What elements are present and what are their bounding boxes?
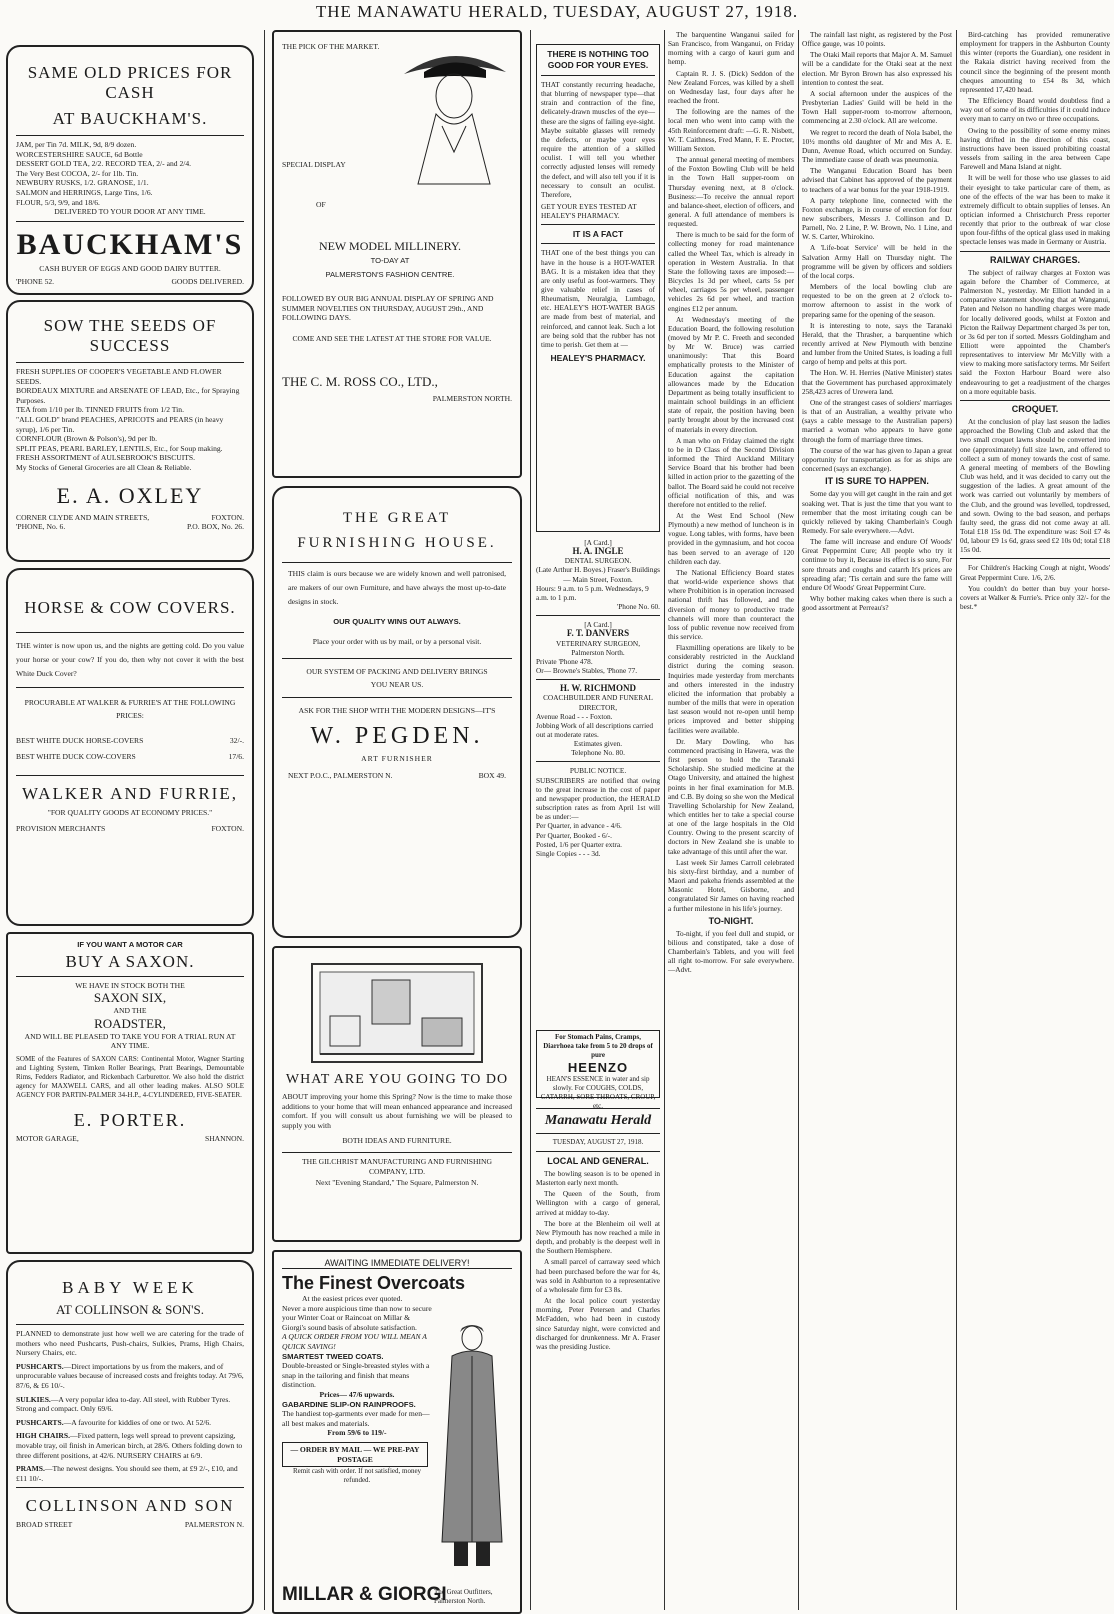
gilchrist-ad bbox=[272, 946, 522, 1242]
card-label: [A Card.] bbox=[584, 620, 612, 630]
price-line: FLOUR, 5/3, 9/9, and 18/6. bbox=[16, 197, 100, 207]
millar-await: AWAITING IMMEDIATE DELIVERY! bbox=[282, 1258, 512, 1269]
price-line: DESSERT GOLD TEA, 2/2. RECORD TEA, 2/- and 2/4. bbox=[16, 159, 192, 169]
notice-rate: Per Quarter, in advance - 4/6. bbox=[536, 821, 622, 831]
news-paragraph: The Efficiency Board would doubtless find a way out of some of its difficulties if it could induce every man to carry on two or three occupations. bbox=[960, 96, 1110, 124]
column-rule bbox=[798, 30, 799, 1610]
croquet-heading: CROQUET. bbox=[1011, 403, 1059, 414]
richmond-avenue: Avenue Road - - - Foxton. bbox=[536, 711, 613, 721]
richmond-estimates: Estimates given. bbox=[573, 739, 623, 749]
bauckham-ad bbox=[6, 45, 254, 295]
millar-quick: A QUICK ORDER FROM YOU WILL MEAN A QUICK SAVING! bbox=[282, 1332, 427, 1351]
millar-gabardine: GABARDINE SLIP-ON RAINPROOFS. bbox=[282, 1399, 416, 1409]
news-paragraph: Members of the local bowling club are requested to be on the green at 2 o'clock to-morrow afternoon to assist in the work of preparing same for the opening of the season. bbox=[802, 282, 952, 319]
news-paragraph: Why bother making cakes when there is such a good assortment at Perreau's? bbox=[802, 594, 952, 613]
notice-rate: Per Quarter, Booked - 6/-. bbox=[536, 830, 612, 840]
pegden-system: OUR SYSTEM OF PACKING AND DELIVERY BRINGS YOU NEAR US. bbox=[306, 666, 488, 689]
walker-intro: THE winter is now upon us, and the nights are getting cold. Do you value your horse or your cow? If you do, then why not cover it with the best White Duck Cover? bbox=[16, 641, 244, 678]
news-paragraph: Flaxmilling operations are likely to be considerably restricted in the Auckland district during the coming season. Inquiries made yesterday from merchants and others interested in the industry elicited the information that probably a number of the mills that were in operation last season would not re-open until hemp prices improved and better shipping facilities were available. bbox=[668, 643, 794, 735]
walker-procurable: PROCURABLE AT WALKER & FURRIE'S AT THE FOLLOWING PRICES: bbox=[24, 698, 236, 720]
heenzo-ad bbox=[536, 1030, 660, 1110]
railway-heading: RAILWAY CHARGES. bbox=[989, 254, 1081, 265]
gilchrist-name: THE GILCHRIST MANUFACTURING AND FURNISHING COMPANY, LTD. bbox=[302, 1156, 492, 1176]
bauckham-name: BAUCKHAM'S bbox=[16, 227, 244, 261]
porter-town: SHANNON. bbox=[204, 1133, 244, 1143]
column-4-news bbox=[668, 30, 794, 1614]
gilchrist-title: WHAT ARE YOU GOING TO DO bbox=[285, 1072, 509, 1087]
richmond-name: H. W. RICHMOND bbox=[559, 683, 636, 694]
herald-date: TUESDAY, AUGUST 27, 1918. bbox=[552, 1138, 644, 1146]
pegden-title-2: FURNISHING HOUSE. bbox=[297, 535, 497, 551]
porter-line-2: AND WILL BE PLEASED TO TAKE YOU FOR A TRIAL RUN AT ANY TIME. bbox=[24, 1031, 236, 1051]
ingle-name: H. A. INGLE bbox=[572, 546, 624, 557]
news-paragraph: A social afternoon under the auspices of the Presbyterian Ladies' Guild will be held in the Town Hall supper-room to-morrow afternoon, commencing at 2.30 o'clock. All are welcome. bbox=[802, 88, 952, 126]
bauckham-delivered: DELIVERED TO YOUR DOOR AT ANY TIME. bbox=[54, 207, 206, 217]
ross-town: PALMERSTON NORTH. bbox=[432, 394, 512, 403]
price-line: The Very Best COCOA, 2/- for 1lb. Tin. bbox=[16, 168, 139, 178]
cards bbox=[536, 538, 660, 858]
healey-title-2: IT IS A FACT bbox=[572, 229, 624, 240]
collinson-name: COLLINSON AND SON bbox=[25, 1496, 235, 1516]
column-rule bbox=[664, 30, 665, 1610]
millar-giorgi-ad bbox=[272, 1250, 522, 1614]
healey-name: HEALEY'S PHARMACY. bbox=[550, 353, 646, 364]
ross-centre: PALMERSTON'S FASHION CENTRE. bbox=[325, 270, 455, 279]
millar-sub: At the easiest prices ever quoted. bbox=[302, 1294, 403, 1303]
news-paragraph: The Wanganui Education Board has been advised that Cabinet has approved of the payment to teachers of a war bonus for the year 1918-1919. bbox=[802, 166, 952, 194]
porter-body: SOME of the Features of SAXON CARS: Continental Motor, Wagner Starting and Lighting System, Timken Roller Bearings, Pratt Bearings, Demountable Rims, Fedders Radiator, and Rickenbach Carburettor. We also hold the district agency for MAXWELL CARS, and all other leading makes. ALSO SOLE AGENCY FOR PARTIN-PALMER 34-H.P., 4-CYLINDERED, FIVE-SEATER. bbox=[16, 1054, 244, 1099]
gilchrist-address: Next "Evening Standard," The Square, Palmerston N. bbox=[315, 1178, 479, 1188]
news-paragraph: You couldn't do better than buy your horse-covers at Walker & Furrie's. Price only 32/- for the best.* bbox=[960, 583, 1110, 612]
item-desc: —A very popular idea to-day. All steel, with Rubber Tyres. Strong and compact. Only 69/6. bbox=[16, 1394, 231, 1414]
column-2-ads bbox=[272, 30, 522, 1614]
pegden-place: Place your order with us by mail, or by a personal visit. bbox=[312, 636, 482, 646]
news-paragraph: The barquentine Wanganui sailed for San Francisco, from Wanganui, on Friday morning with a cargo of kauri gum and hemp. bbox=[668, 30, 794, 67]
porter-name: E. PORTER. bbox=[73, 1109, 187, 1130]
danvers-town: Palmerston North. bbox=[571, 647, 625, 657]
news-paragraph: Owing to the possibility of some enemy mines having drifted in the direction of this coast, instructions have been issued prohibiting coastal vessels from sailing in the area between Cape Farewell and Mana Island at night. bbox=[960, 125, 1110, 172]
oxley-line: FRESH SUPPLIES OF COOPER'S VEGETABLE AND FLOWER SEEDS. bbox=[16, 367, 222, 386]
news-paragraph: For Children's Hacking Cough at night, Woods' Great Peppermint Cure. 1/6, 2/6. bbox=[960, 563, 1110, 582]
bauckham-title-1: SAME OLD PRICES FOR CASH bbox=[27, 63, 233, 102]
walker-title: HORSE & COW COVERS. bbox=[24, 598, 236, 617]
healey-get: GET YOUR EYES TESTED AT HEALEY'S PHARMACY. bbox=[541, 202, 637, 221]
oxley-town: FOXTON. bbox=[211, 512, 244, 522]
local-general-heading: LOCAL AND GENERAL. bbox=[547, 1156, 649, 1166]
item-desc: —The newest designs. You should see them, at £9 2/-, £10, and £11 10/-. bbox=[16, 1464, 238, 1483]
pegden-address: NEXT P.O.C., PALMERSTON N. bbox=[288, 771, 393, 781]
item-key: PUSHCARTS. bbox=[16, 1417, 64, 1427]
oxley-line: BORDEAUX MIXTURE and ARSENATE OF LEAD, Etc., for Spraying Purposes. bbox=[16, 386, 240, 405]
ross-new-millinery bbox=[274, 237, 506, 255]
news-paragraph: A man who on Friday claimed the right to be in D Class of the Second Division informed the Third Auckland Military Service Board that his brother had been killed in action prior to the gazetting of the ballot. The Board said he could not receive official notification of this, and was therefore not entitled to the relief. bbox=[668, 435, 794, 509]
collinson-street: BROAD STREET bbox=[16, 1520, 73, 1530]
walker-motto: "FOR QUALITY GOODS AT ECONOMY PRICES." bbox=[47, 808, 213, 818]
notice-title: PUBLIC NOTICE. bbox=[569, 766, 627, 776]
news-paragraph: The rainfall last night, as registered by the Post Office gauge, was 10 points. bbox=[802, 30, 952, 49]
richmond-coach: COACHBUILDER AND FUNERAL DIRECTOR, bbox=[543, 693, 653, 712]
masthead: THE MANAWATU HERALD, TUESDAY, AUGUST 27, 1918. bbox=[315, 2, 799, 21]
walker-town: FOXTON. bbox=[211, 823, 244, 833]
news-paragraph: The Queen of the South, from Wellington with a cargo of general, arrived at midday to-day. bbox=[536, 1189, 660, 1217]
ross-new: NEW MODEL MILLINERY. bbox=[318, 239, 462, 253]
bauckham-title-2: AT BAUCKHAM'S. bbox=[52, 109, 208, 128]
ross-of: OF bbox=[316, 200, 326, 209]
card-label: [A Card.] bbox=[584, 538, 612, 547]
column-rule bbox=[956, 30, 957, 1610]
millar-outfitters: The Great Outfitters, Palmerston North. bbox=[434, 1588, 493, 1605]
news-paragraph: The bowling season is to be opened in Masterton early next month. bbox=[536, 1169, 660, 1188]
news-paragraph: It will be well for those who use glasses to aid their eyesight to take particular care of them, as one of the effects of the war has been to make it extremely difficult to obtain supplies of lenses. An optician informed a Christchurch Press reporter recently that prior to the outbreak of war close upon four-fifths of the optical glass used in making spectacle lenses was made in Germany or Austria. bbox=[960, 173, 1110, 247]
ross-follow: FOLLOWED BY OUR BIG ANNUAL DISPLAY OF SPRING AND SUMMER NOVELTIES ON THURSDAY, AUGUST 29th., AND FOLLOWING DAYS. bbox=[282, 294, 494, 323]
news-paragraph: Last week Sir James Carroll celebrated his sixty-first birthday, and a number of Maori and pakeha friends assembled at the Masonic Hotel, Gisborne, and congratulated Sir James on having reached a further milestone in his life's journey. bbox=[668, 857, 794, 913]
news-paragraph: The annual general meeting of members of the Foxton Bowling Club will be held in the Town Hall supper-room on Thursday evening next, at 8 o'clock. Business:—To receive the annual report and balance-sheet, election of officers, and general. A full attendance of members is requested. bbox=[668, 155, 794, 229]
gilchrist-body: ABOUT improving your home this Spring? Now is the time to make those additions to your home that will mean enhanced appearance and increased comfort. If you will consult us about furnishing we will be pleased to supply you with bbox=[282, 1092, 512, 1130]
pegden-art: ART FURNISHER bbox=[361, 753, 433, 763]
collinson-item bbox=[16, 1395, 244, 1414]
heenzo-name: HEENZO bbox=[567, 1060, 629, 1075]
oxley-name: E. A. OXLEY bbox=[56, 482, 204, 508]
tonight-heading: TO-NIGHT. bbox=[708, 915, 754, 926]
pegden-ad bbox=[272, 486, 522, 938]
walker-provision: PROVISION MERCHANTS bbox=[16, 823, 106, 833]
news-paragraph: One of the strangest cases of soldiers' marriages is that of an Australian, a wealthy private who (says a cable message to the Australian papers) married a woman who appears to have gone through the form of marriage three times. bbox=[802, 397, 952, 444]
horse-cover-label: BEST WHITE DUCK HORSE-COVERS bbox=[16, 736, 144, 745]
horse-cover-price: 32/-. bbox=[229, 736, 244, 745]
price-line: SALMON and HERRINGS, Large Tins, 1/6. bbox=[16, 187, 153, 197]
news-paragraph: A party telephone line, connected with the Foxton exchange, is in course of erection for four new subscribers, Messrs J. Collinson and D. Parnell, No. 2 Line, P. W. Brown, No. 1 Line, and W. S. Carter, Whirokino. bbox=[802, 195, 952, 242]
news-paragraph: At the conclusion of play last season the ladies approached the Bowling Club and asked that the two small croquet lawns should be converted into one (approximately) full size lawn, and offered to collect a sum of money towards the cost of same. A general meeting of members of the Bowling Club was held, and it was decided to carry out the suggestion of the ladies. A great amount of the work was carried out voluntarily by members of the Club, and the ground was levelled, topdressed, and sown. Owing to the bad season, and perhaps faulty seed, the grass did not come away at all. Total £18 15s 0d. The expenditure was: Soil £7 4s 0d, labour £9 1s 6d, grass seed £2 10s 0d; total £18 15s 0d. bbox=[960, 417, 1110, 555]
news-paragraph: The National Efficiency Board states that world-wide experience shows that where Prohibition is in operation increased national thrift has followed, and the diversion of money to productive trade channels will more than counteract the loss of public revenue now received from this service. bbox=[668, 567, 794, 641]
millar-remit: Remit cash with order. If not satisfied, money refunded. bbox=[292, 1467, 422, 1485]
pegden-intro: THIS claim is ours because we are widely known and well patronised, are makers of our own Furniture, and have always the most up-to-date designs in stock. bbox=[288, 569, 506, 606]
news-paragraph: The Otaki Mail reports that Major A. M. Samuel will be a candidate for the Otaki seat at the next election. Mr Byron Brown has also expressed his intention to contest the seat. bbox=[802, 50, 952, 87]
notice-rate: Posted, 1/6 per Quarter extra. bbox=[536, 839, 622, 849]
notice-body: SUBSCRIBERS are notified that owing to the great increase in the cost of paper and newspaper production, the HERALD subscription rates as from April 1st will be as under:— bbox=[536, 775, 660, 822]
porter-saxon-ad bbox=[6, 932, 254, 1254]
richmond-job: Jobbing Work of all descriptions carried out at moderate rates. bbox=[536, 720, 654, 739]
column-6-news bbox=[960, 30, 1110, 1614]
ross-come: COME AND SEE THE LATEST AT THE STORE FOR VALUE. bbox=[292, 334, 492, 343]
healey-body-2: THAT one of the best things you can have in the house is a HOT-WATER BAG. It is a mistaken idea that they are only useful as foot-warmers. They give valuable relief in cases of Rheumatism, Neuralgia, Lumbago, etc. HEALEY'S HOT-WATER BAGS are made from best of material, and reinforced, and cannot leak. Such a lot are being sold that the rubber has not time to perish. Get them at — bbox=[541, 248, 655, 349]
millar-smart-body: Double-breasted or Single-breasted styles with a snap in the tailoring and finish that means distinction. bbox=[282, 1361, 430, 1390]
item-key: PRAMS. bbox=[16, 1464, 45, 1474]
pegden-box: BOX 49. bbox=[478, 771, 506, 781]
danvers-private: Private 'Phone 478. bbox=[536, 656, 593, 666]
pegden-name: W. PEGDEN. bbox=[310, 722, 484, 749]
herald-name: Manawatu Herald bbox=[544, 1113, 652, 1128]
millar-title: The Finest Overcoats bbox=[282, 1273, 466, 1293]
danvers-or: Or— Browne's Stables, 'Phone 77. bbox=[536, 666, 638, 676]
price-line: NEWBURY RUSKS, 1/2. GRANOSE, 1/1. bbox=[16, 178, 149, 188]
pegden-title-1: THE GREAT bbox=[342, 510, 452, 526]
healey-body-1: THAT constantly recurring headache, that blurring of newspaper type—that strain and contraction of the fine, delicately-drawn muscles of the eye—these are the signs of failing eye-sight. Maybe suitable glasses will remedy the defects, or maybe your eyes require the attention of a skilled oculist. I will tell you whether correctly adjusted lenses will remedy the defect, and will also tell you if it is necessary to consult an oculist. Therefore, bbox=[541, 80, 655, 199]
news-paragraph: The bore at the Blenheim oil well at New Plymouth has now reached a mile in depth, and probably is the deepest well in the Southern Hemisphere. bbox=[536, 1218, 660, 1256]
cow-cover-price: 17/6. bbox=[228, 751, 244, 761]
oxley-line: TEA from 1/10 per lb. TINNED FRUITS from 1/2 Tin. bbox=[16, 405, 184, 415]
porter-title: BUY A SAXON. bbox=[65, 951, 195, 971]
collinson-ad bbox=[6, 1260, 254, 1614]
richmond-telephone: Telephone No. 80. bbox=[571, 748, 625, 758]
ross-special: SPECIAL DISPLAY bbox=[282, 160, 346, 169]
porter-and: AND THE bbox=[113, 1006, 147, 1016]
heenzo-top: For Stomach Pains, Cramps, Diarrhoea take from 5 to 20 drops of pure bbox=[543, 1033, 653, 1059]
oxley-line: SPLIT PEAS, PEARL BARLEY, LENTILS, Etc., for Soup making. bbox=[16, 443, 223, 453]
news-paragraph: It is interesting to note, says the Taranaki Herald, that the Thrasher, a barquentine which recently arrived at New Plymouth with benzine and lumber from the United States, is loading a full cargo of hemp and pelts at this port. bbox=[802, 320, 952, 367]
walker-name: WALKER AND FURRIE, bbox=[22, 784, 238, 804]
ross-ad bbox=[272, 30, 522, 478]
walker-furrie-ad bbox=[6, 568, 254, 926]
collinson-intro: PLANNED to demonstrate just how well we are catering for the trade of mothers who need Pushcarts, Push-chairs, Sulkies, Prams, High Chairs, Nursery Chairs, etc. bbox=[16, 1329, 244, 1358]
column-1-ads bbox=[6, 30, 254, 1614]
healey-ad bbox=[536, 44, 660, 532]
news-paragraph: Some day you will get caught in the rain and get soaking wet. That is just the time that you want to remember that the most irritating cough can be quickly relieved by taking Chamberlain's Cough Remedy. For sale everywhere.—Advt. bbox=[802, 489, 952, 535]
news-paragraph: At the West End School (New Plymouth) a new method of luncheon is in vogue. Long tables, with forms, have been provided in the gymnasium, and hot cocoa has been served to an average of 120 children each day. bbox=[668, 510, 794, 566]
item-desc: —Direct importations by us from the makers, and of unprocurable values because of increased costs and freights today. At 79/6, 87/6, & £6 10/-. bbox=[16, 1361, 244, 1390]
news-paragraph: At Wednesday's meeting of the Education Board, the following resolution (moved by Mr P. C. Freeth and seconded by Mr W. Bruce) was carried unanimously: That this Board emphatically protests to the Minister of Education against the capitation allowances made by the Education Department as being totally insufficient to maintain school buildings in an efficient state of repair, the position having been partly brought about by the increased cost of materials in every direction. bbox=[668, 314, 794, 434]
millar-prices: Prices— 47/6 upwards. bbox=[319, 1389, 395, 1399]
item-desc: —Fixed pattern, legs well spread to prevent capsizing, movable tray, oil finish in American birch, at 28/6. Others folding down to three different positions, at 42/6. NURSERY CHAIRS at 6/9. bbox=[16, 1431, 243, 1460]
oxley-line: CORNFLOUR (Brown & Polson's), 9d per lb. bbox=[16, 434, 158, 444]
column-3 bbox=[536, 30, 660, 1614]
news-paragraph: The following are the names of the local men who went into camp with the 45th Reinforcement draft: —G. R. Nisbett, W. T. Caithness, Fred Mann, F. E. Procter, William Sexton. bbox=[668, 107, 794, 153]
item-key: PUSHCARTS. bbox=[16, 1361, 64, 1371]
oxley-line: My Stocks of General Groceries are all Clean & Reliable. bbox=[16, 462, 192, 472]
local-items bbox=[536, 1169, 660, 1351]
news-paragraph: Dr. Mary Dowling, who has commenced practising in Hawera, was the first person to hold the Taranaki Scholarship. She studied medicine at the Otago University, and attained the highest points in her final examination for M.B. and C.B. By doing so she won the Medical Travelling Scholarship for New Zealand, which entitles her to take a special course at one of the large hospitals in the Old Country. Owing to the present scarcity of doctors in New Zealand she is unable to take advantage of this until after the war. bbox=[668, 736, 794, 856]
news-paragraph: Captain R. J. S. (Dick) Seddon of the New Zealand Forces, was killed by a shell on Wednesday last, four days after he reached the front. bbox=[668, 68, 794, 106]
ingle-phone: 'Phone No. 60. bbox=[616, 602, 660, 612]
collinson-title-2: AT COLLINSON & SON'S. bbox=[55, 1302, 204, 1317]
danvers-name: F. T. DANVERS bbox=[566, 628, 630, 639]
heenzo-sub: HEAN'S ESSENCE in water and sip slowly. For COUGHS, COLDS, CATARRH, SORE THROATS, CROUP, etc. bbox=[540, 1075, 656, 1110]
overcoat-man-illustration bbox=[436, 1322, 508, 1572]
column-5-news bbox=[802, 30, 952, 1614]
item-key: SULKIES. bbox=[16, 1394, 51, 1404]
lady-hat-illustration bbox=[394, 34, 514, 184]
porter-roadster: ROADSTER, bbox=[94, 1015, 166, 1031]
millar-smart: SMARTEST TWEED COATS. bbox=[282, 1351, 384, 1361]
news-paragraph: The Hon. W. H. Herries (Native Minister) states that the Government has purchased approximately 258,423 acres of Urewera land. bbox=[802, 368, 952, 396]
porter-garage: MOTOR GARAGE, bbox=[16, 1133, 79, 1143]
price-line: JAM, per Tin 7d. MILK, 9d, 8/9 dozen. bbox=[16, 140, 137, 149]
oxley-phone: 'PHONE, No. 6. bbox=[16, 522, 66, 532]
oxley-line: "ALL GOLD" brand PEACHES, APRICOTS and PEARS (in heavy syrup), 1/6 per Tin. bbox=[16, 414, 224, 434]
news-paragraph: At the local police court yesterday morning, Peter Petersen and Charles McFadden, who had been in custody since Saturday night, were convicted and discharged for drunkenness. Mr A. Fraser was the presiding Justice. bbox=[536, 1296, 660, 1351]
news-paragraph: A small parcel of carraway seed which had been purchased before the war for 4s, was sold in Ashburton to a representative of a wholesale firm for £3 8s. bbox=[536, 1257, 660, 1294]
bauckham-phone: 'PHONE 52. bbox=[16, 277, 55, 287]
column-rule bbox=[530, 30, 531, 1610]
ingle-body: (Late Arthur H. Boyes.) Fraser's Buildings — Main Street, Foxton. bbox=[536, 565, 660, 584]
oxley-address: CORNER CLYDE AND MAIN STREETS, bbox=[16, 512, 150, 522]
item-desc: —A favourite for kiddies of one or two. At 52/6. bbox=[63, 1417, 212, 1427]
oxley-ad bbox=[6, 300, 254, 562]
news-paragraph: The fame will increase and endure Of Woods' Great Peppermint Cure; All people who try it continue to buy it, Because its effect is so sure, For sore throats and coughs and catarrh It's prices are spreading afar; 'Tis certain and sure the fame will endure Of Woods' Great Peppermint Cure. bbox=[802, 537, 952, 592]
porter-six: SAXON SIX, bbox=[93, 990, 167, 1006]
sure-heading: IT IS SURE TO HAPPEN. bbox=[825, 476, 929, 487]
millar-from: From 59/6 to 119/- bbox=[327, 1428, 387, 1438]
pegden-quality: OUR QUALITY WINS OUT ALWAYS. bbox=[333, 617, 461, 626]
oxley-box: P.O. BOX, No. 26. bbox=[187, 522, 244, 532]
news-paragraph: There is much to be said for the form of collecting money for road maintenance called the Wheel Tax, which is already in operation in Western Australia. In that State the following taxes are imposed:— Bicycles 1s 3d per wheel, carts 5s per wheel, carriages 5s per wheel, passenger vehicles 2s 6d per wheel, and traction engines £12 per annum. bbox=[668, 230, 794, 313]
column-rule bbox=[264, 30, 265, 1610]
pegden-ask: ASK FOR THE SHOP WITH THE MODERN DESIGNS—IT'S bbox=[298, 705, 496, 715]
collinson-town: PALMERSTON N. bbox=[184, 1520, 244, 1530]
danvers-vet: VETERINARY SURGEON, bbox=[555, 638, 641, 648]
news-paragraph: To-night, if you feel dull and stupid, or bilious and constipated, take a dose of Chamberlain's Tablets, and you will feel all right to-morrow. For sale everywhere.—Advt. bbox=[668, 928, 794, 975]
millar-body: Never a more auspicious time than now to secure your Winter Coat or Raincoat on Millar & Giorgi's sound basis of absolute satisfaction. bbox=[282, 1303, 432, 1332]
collinson-title-1: BABY WEEK bbox=[62, 1278, 198, 1297]
news-paragraph: We regret to record the death of Nola Isabel, the 10½ months old daughter of Mr and Mrs A. E. Dunn, Avenue Road, which occurred on Sunday. The immediate cause of death was pneumonia. bbox=[802, 127, 952, 165]
porter-line-1: WE HAVE IN STOCK BOTH THE bbox=[75, 980, 185, 990]
millar-gab-body: The handiest top-garments ever made for men—all best makes and materials. bbox=[282, 1409, 430, 1428]
notice-rate: Single Copies - - - 3d. bbox=[536, 848, 601, 858]
collinson-item bbox=[16, 1418, 244, 1428]
millar-name: MILLAR & GIORGI bbox=[282, 1584, 447, 1605]
news-paragraph: The course of the war has given to Japan a great opportunity for transportation as for as ships are concerned (says an exchange). bbox=[802, 445, 952, 474]
collinson-item bbox=[16, 1464, 244, 1483]
news-paragraph: Bird-catching has provided remunerative employment for trappers in the Ashburton County this winter (reports the Guardian), one resident in the Rakaia district having received from the council since the beginning of the present month cheques amounting to £54 8s 3d, which represented 17,420 head. bbox=[960, 30, 1110, 94]
oxley-line: FRESH ASSORTMENT of AULSEBROOK'S BISCUITS. bbox=[16, 453, 196, 463]
oxley-title: SOW THE SEEDS OF SUCCESS bbox=[43, 316, 217, 355]
collinson-item bbox=[16, 1362, 244, 1391]
healey-title-1: THERE IS NOTHING TOO GOOD FOR YOUR EYES. bbox=[547, 49, 649, 70]
bauckham-price-list bbox=[16, 140, 244, 217]
price-line: WORCESTERSHIRE SAUCE, 6d Bottle bbox=[16, 149, 143, 159]
herald-section bbox=[536, 1104, 660, 1353]
ingle-dental: DENTAL SURGEON. bbox=[564, 556, 632, 566]
ross-name: THE C. M. ROSS CO., LTD., bbox=[282, 374, 438, 389]
porter-pre: IF YOU WANT A MOTOR CAR bbox=[77, 940, 183, 949]
interior-illustration bbox=[282, 958, 512, 1068]
item-key: HIGH CHAIRS. bbox=[16, 1431, 71, 1441]
ingle-hours: Hours: 9 a.m. to 5 p.m. Wednesdays, 9 a.m. to 1 p.m. bbox=[536, 583, 649, 602]
ross-pick: THE PICK OF THE MARKET. bbox=[282, 42, 380, 51]
millar-order: — ORDER BY MAIL — WE PRE-PAY POSTAGE bbox=[282, 1442, 428, 1467]
bauckham-buyer: CASH BUYER OF EGGS AND GOOD DAIRY BUTTER. bbox=[39, 263, 221, 273]
gilchrist-both: BOTH IDEAS AND FURNITURE. bbox=[342, 1136, 452, 1146]
news-paragraph: A 'Life-boat Service' will be held in the Salvation Army Hall on Thursday night. The programme will be given by officers and soldiers of the local corps. bbox=[802, 243, 952, 280]
ross-today: TO-DAY AT bbox=[370, 256, 410, 265]
bauckham-goods: GOODS DELIVERED. bbox=[171, 277, 244, 287]
news-paragraph: The subject of railway charges at Foxton was again before the Chamber of Commerce, at Palmerston N., yesterday. Mr Elliott handed in a comparative statement showing that at Wanganui, Paten and Nelson no handling charges were made for locally delivered goods, whilst at Foxton and Picton the Railway Department charged 3s per ton, or 3s 6d per ton if sorted. Messrs Goldingham and Elliott were appointed the Chamber's representatives to interview Mr McVilly with a view to making more satisfactory terms. Mr Seifert said the Foxton Harbour Board were also endeavouring to get a readjustment of the charges on a more equitable basis. bbox=[960, 267, 1110, 396]
cow-cover-label: BEST WHITE DUCK COW-COVERS bbox=[16, 751, 136, 761]
collinson-item bbox=[16, 1431, 244, 1460]
